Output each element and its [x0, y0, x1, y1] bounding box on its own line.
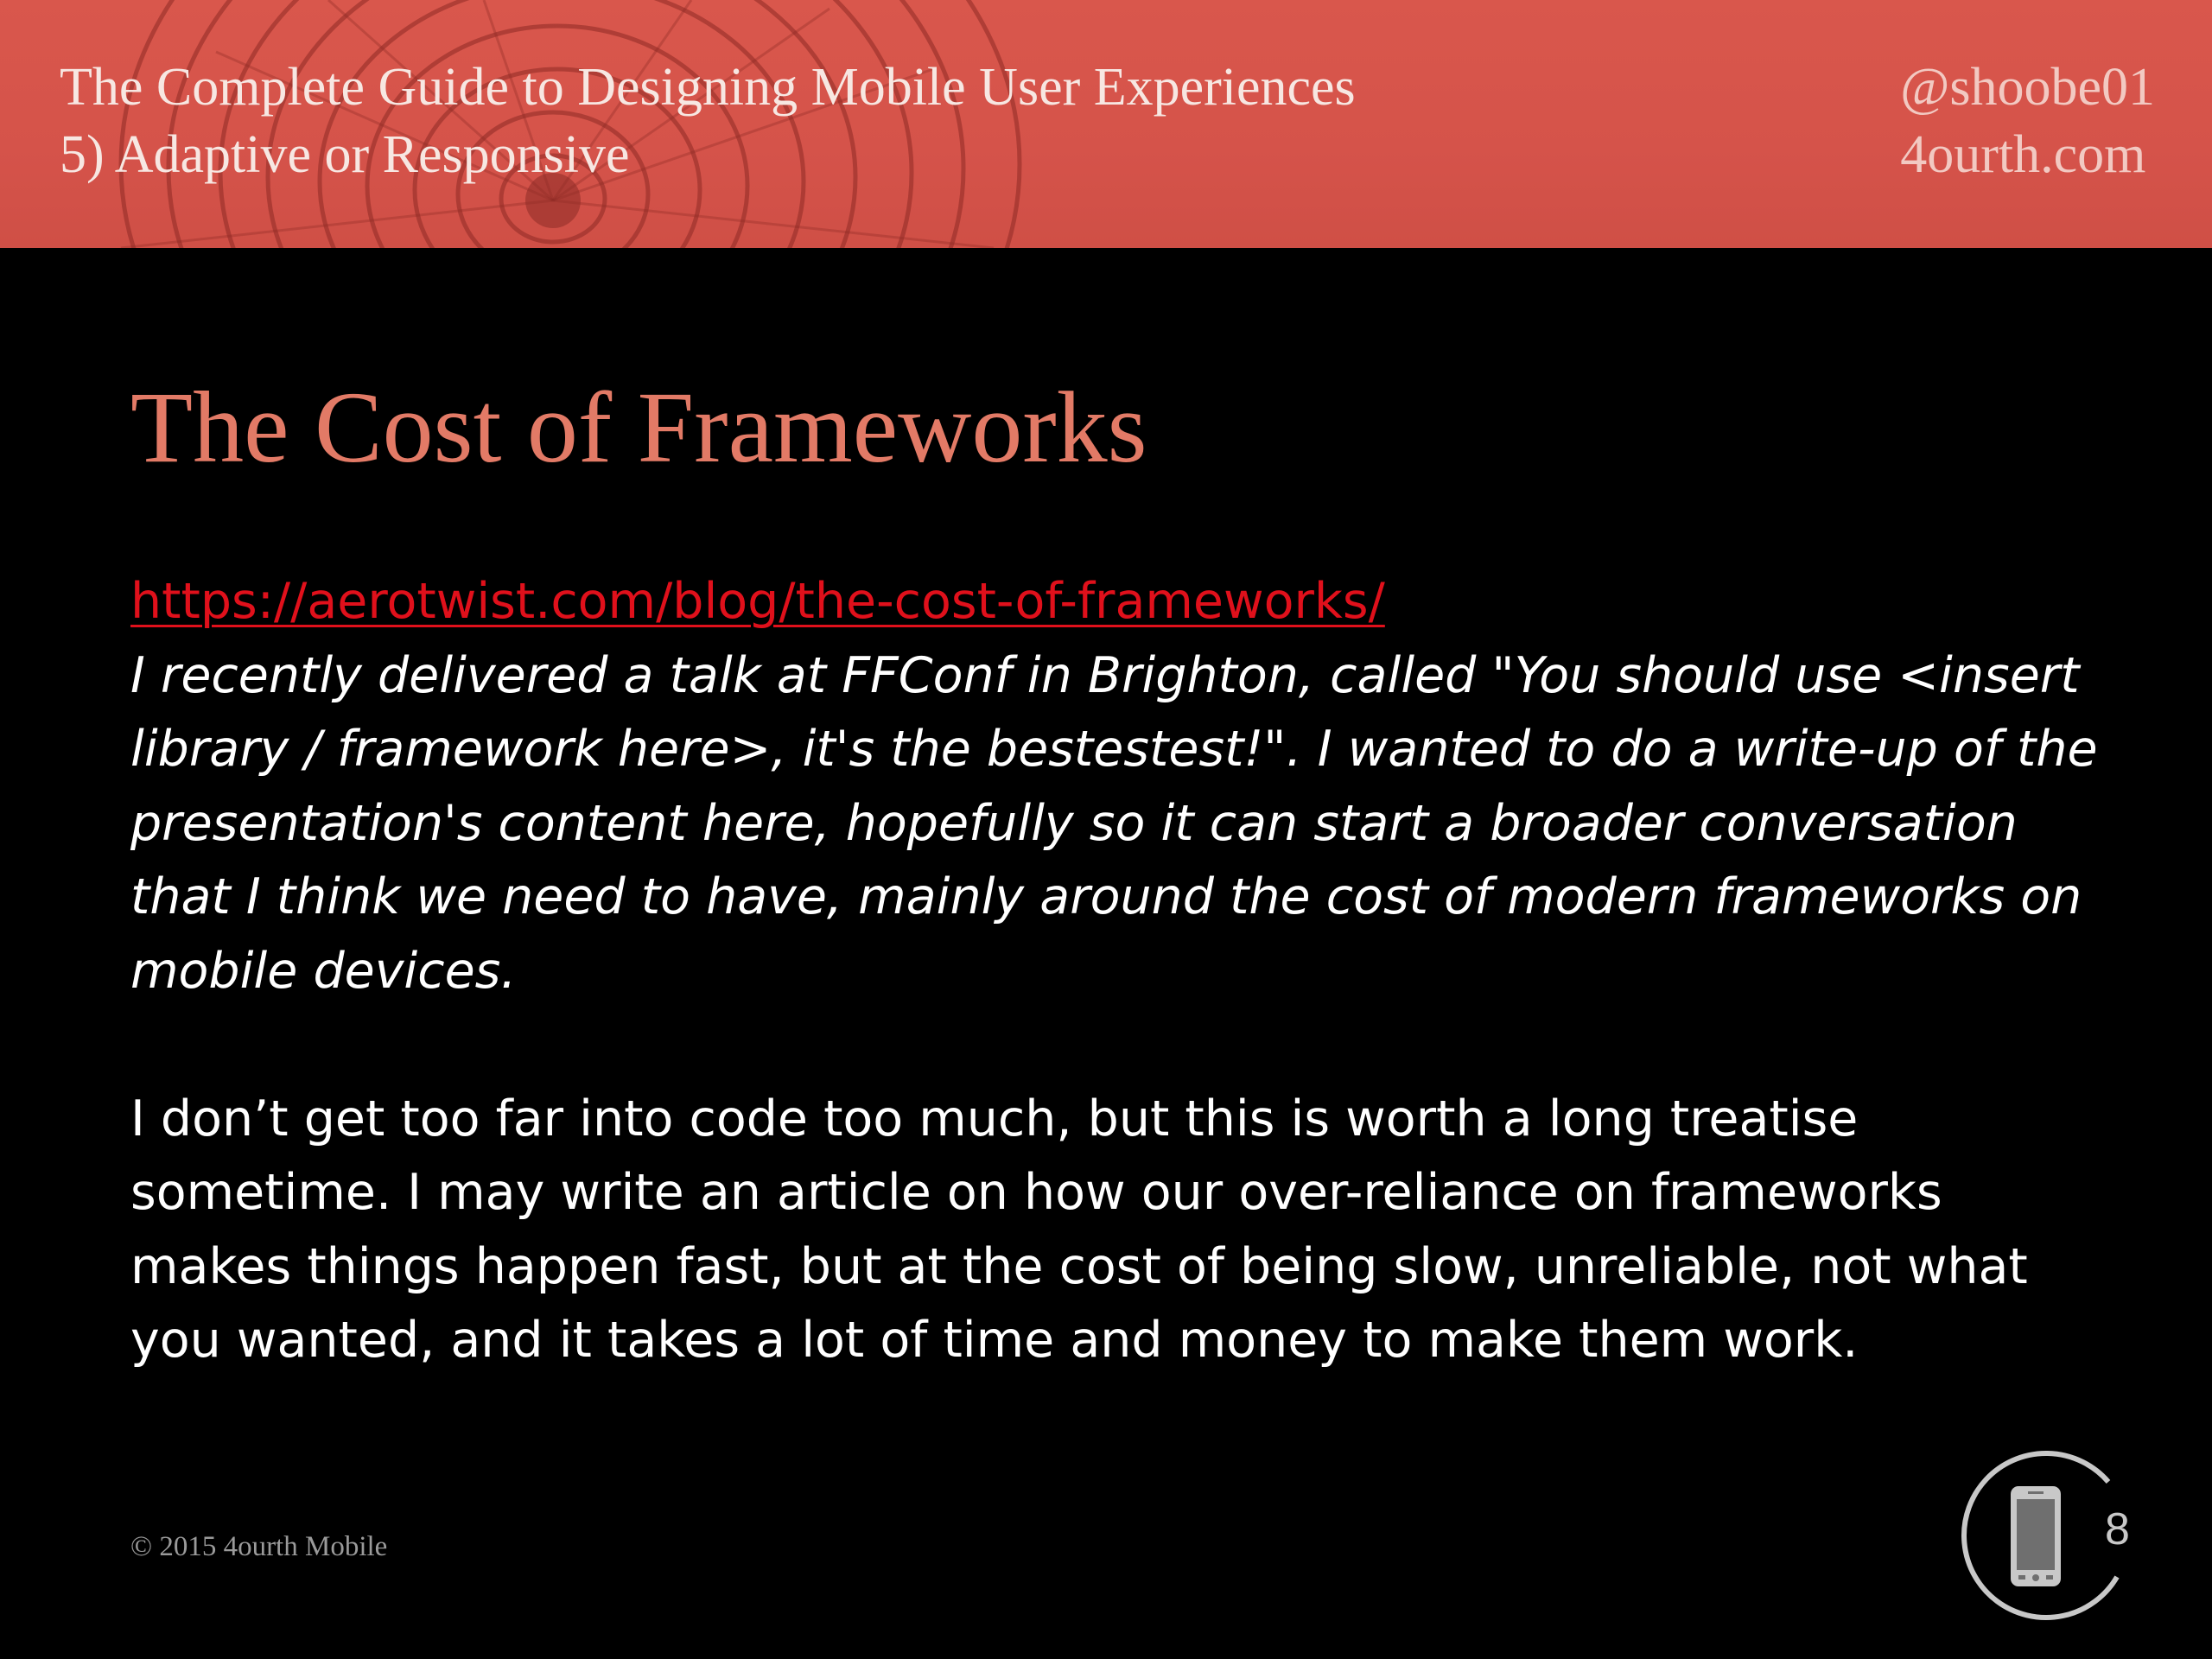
page-number: 8 — [2105, 1504, 2130, 1554]
paragraph-line: makes things happen fast, but at the cost of being slow, unreliable, not what — [130, 1237, 2028, 1295]
presentation-subtitle: 5) Adaptive or Responsive — [60, 125, 630, 184]
slide-body — [130, 565, 2118, 1378]
author-info — [1900, 54, 2155, 188]
slide-title: The Cost of Frameworks — [130, 371, 1147, 484]
website: 4ourth.com — [1900, 125, 2146, 184]
presentation-title-line1: The Complete Guide to Designing Mobile User Experiences — [60, 58, 1356, 117]
article-quote — [130, 639, 2118, 1009]
quote-line: that I think we need to have, mainly around the cost of modern frameworks on — [130, 868, 2082, 925]
twitter-handle: @shoobe01 — [1900, 58, 2155, 117]
paragraph-line: I don’t get too far into code too much, but this is worth a long treatise — [130, 1090, 1859, 1147]
quote-line: mobile devices. — [130, 942, 517, 1000]
commentary-paragraph — [130, 1083, 2118, 1378]
article-link[interactable]: https://aerotwist.com/blog/the-cost-of-frameworks/ — [130, 573, 1385, 630]
header-banner — [0, 0, 2212, 248]
presentation-title — [60, 54, 1356, 188]
quote-line: library / framework here>, it's the bestestest!". I wanted to do a write-up of the — [130, 721, 2098, 778]
quote-line: presentation's content here, hopefully so it can start a broader conversation — [130, 794, 2018, 852]
paragraph-line: sometime. I may write an article on how our over-reliance on frameworks — [130, 1164, 1942, 1221]
copyright-notice: © 2015 4ourth Mobile — [130, 1531, 388, 1562]
quote-line: I recently delivered a talk at FFConf in Brighton, called "You should use <insert — [130, 646, 2080, 704]
paragraph-line: you wanted, and it takes a lot of time and money to make them work. — [130, 1312, 1859, 1369]
mobile-phone-icon — [1944, 1447, 2130, 1633]
paragraph-spacer — [130, 1008, 2118, 1083]
